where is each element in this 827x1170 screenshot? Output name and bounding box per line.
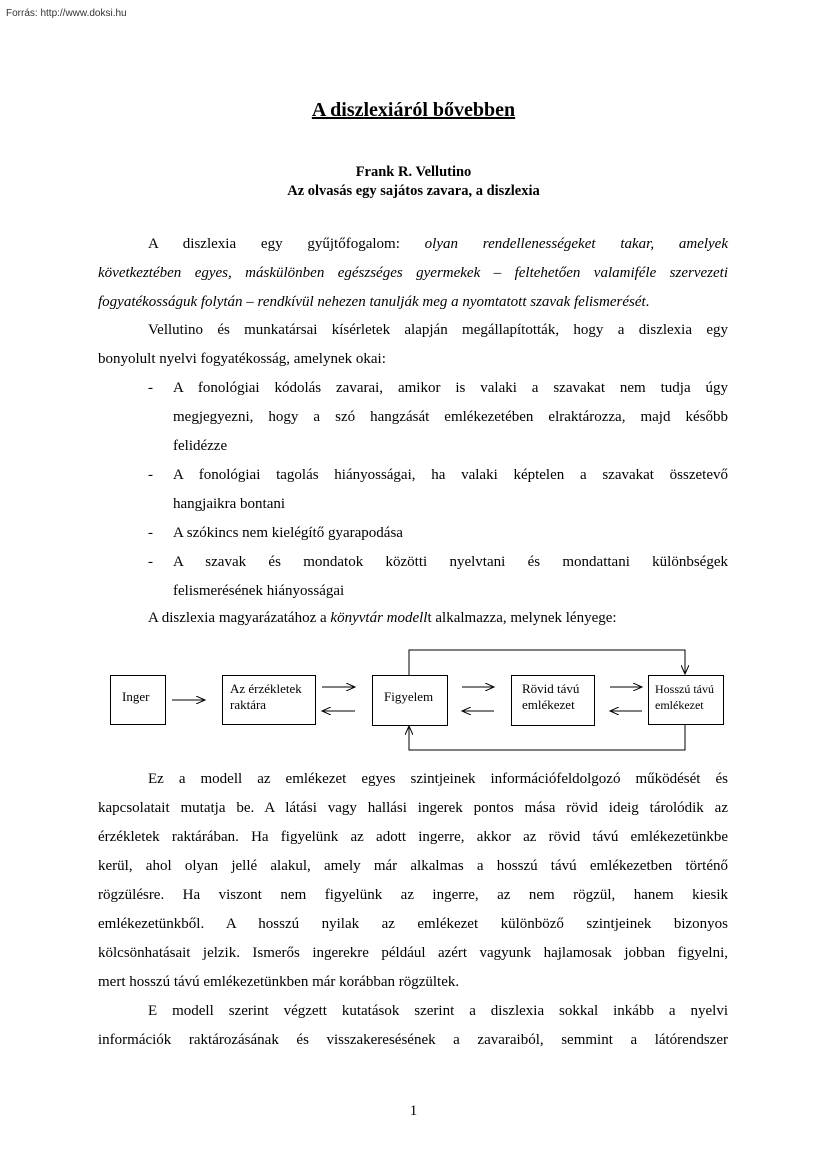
intro-line-2: következtében egyes, máskülönben egészséges gyermekek – feltehetően valamiféle szervezeti	[98, 265, 728, 281]
author-name: Frank R. Vellutino	[355, 164, 472, 180]
list-item: - A szókincs nem kielégítő gyarapodása	[148, 525, 403, 541]
causes-list	[148, 374, 728, 606]
causes-line-2: bonyolult nyelvi fogyatékosság, amelynek okai:	[98, 351, 386, 367]
box-rovid-tavu-emlekezet: Rövid távú emlékezet	[511, 675, 595, 726]
box-erzekletek-raktara: Az érzékletek raktára	[222, 675, 316, 725]
arrow-long-top	[409, 650, 685, 675]
box-hosszu-tavu-emlekezet: Hosszú távú emlékezet	[648, 675, 724, 725]
research-paragraph: E modell szerint végzett kutatások szerint a diszlexia sokkal inkább a nyelvi információk raktározásának és visszakeresésének a zavaraiból, semmint a látórendszer	[98, 1003, 728, 1048]
intro-line-1: A diszlexia egy gyűjtőfogalom: olyan rendellenességeket takar, amelyek	[148, 236, 728, 252]
model-intro-line: A diszlexia magyarázatához a könyvtár modellt alkalmazza, melynek lényege:	[148, 610, 617, 626]
arrow-long-bottom	[409, 725, 685, 750]
intro-paragraph	[98, 230, 728, 317]
causes-paragraph	[98, 316, 728, 374]
document-title: A diszlexiáról bővebben	[311, 99, 516, 121]
document-subtitle: Az olvasás egy sajátos zavara, a diszlexia	[287, 183, 540, 199]
list-item: - A fonológiai kódolás zavarai, amikor is valaki a szavakat nem tudja úgy megjegyezni, hogy a szó hangzását emlékezetében elraktározza, majd később felidézze	[148, 380, 728, 454]
box-figyelem: Figyelem	[372, 675, 448, 726]
intro-line-3: fogyatékosságuk folytán – rendkívül nehezen tanulják meg a nyomtatott szavak felismerését.	[98, 294, 650, 310]
page-number: 1	[409, 1103, 418, 1119]
source-url: Forrás: http://www.doksi.hu	[6, 8, 127, 19]
causes-line-1: Vellutino és munkatársai kísérletek alapján megállapították, hogy a diszlexia egy	[148, 322, 728, 338]
list-item: - A fonológiai tagolás hiányosságai, ha valaki képtelen a szavakat összetevő hangjaikra bontani	[148, 467, 728, 512]
list-item: - A szavak és mondatok közötti nyelvtani és mondattani különbségek felismerésének hiányosságai	[148, 554, 728, 599]
model-explanation-paragraph: Ez a modell az emlékezet egyes szintjeinek információfeldolgozó működését és kapcsolatait mutatja be. A látási vagy hallási ingerek pontos mása rövid ideig tárolódik az érzékletek raktárában. Ha figyelünk az adott ingerre, akkor az rövid távú emlékezetünkbe kerül, ahol olyan jellé alakul, amely már alkalmas a hosszú távú emlékezetben történő rögzülésre. Ha viszont nem figyelünk az ingerre, az nem rögzül, hanem kiesik emlékezetünkből. A hosszú nyilak az emlékezet különböző szintjeinek bizonyos kölcsönhatásait jelzik. Ismerős ingerekre például azért vagyunk hajlamosak jobban figyelni, mert hosszú távú emlékezetünkben már korábban rögzültek.	[98, 771, 728, 990]
box-inger: Inger	[110, 675, 166, 725]
